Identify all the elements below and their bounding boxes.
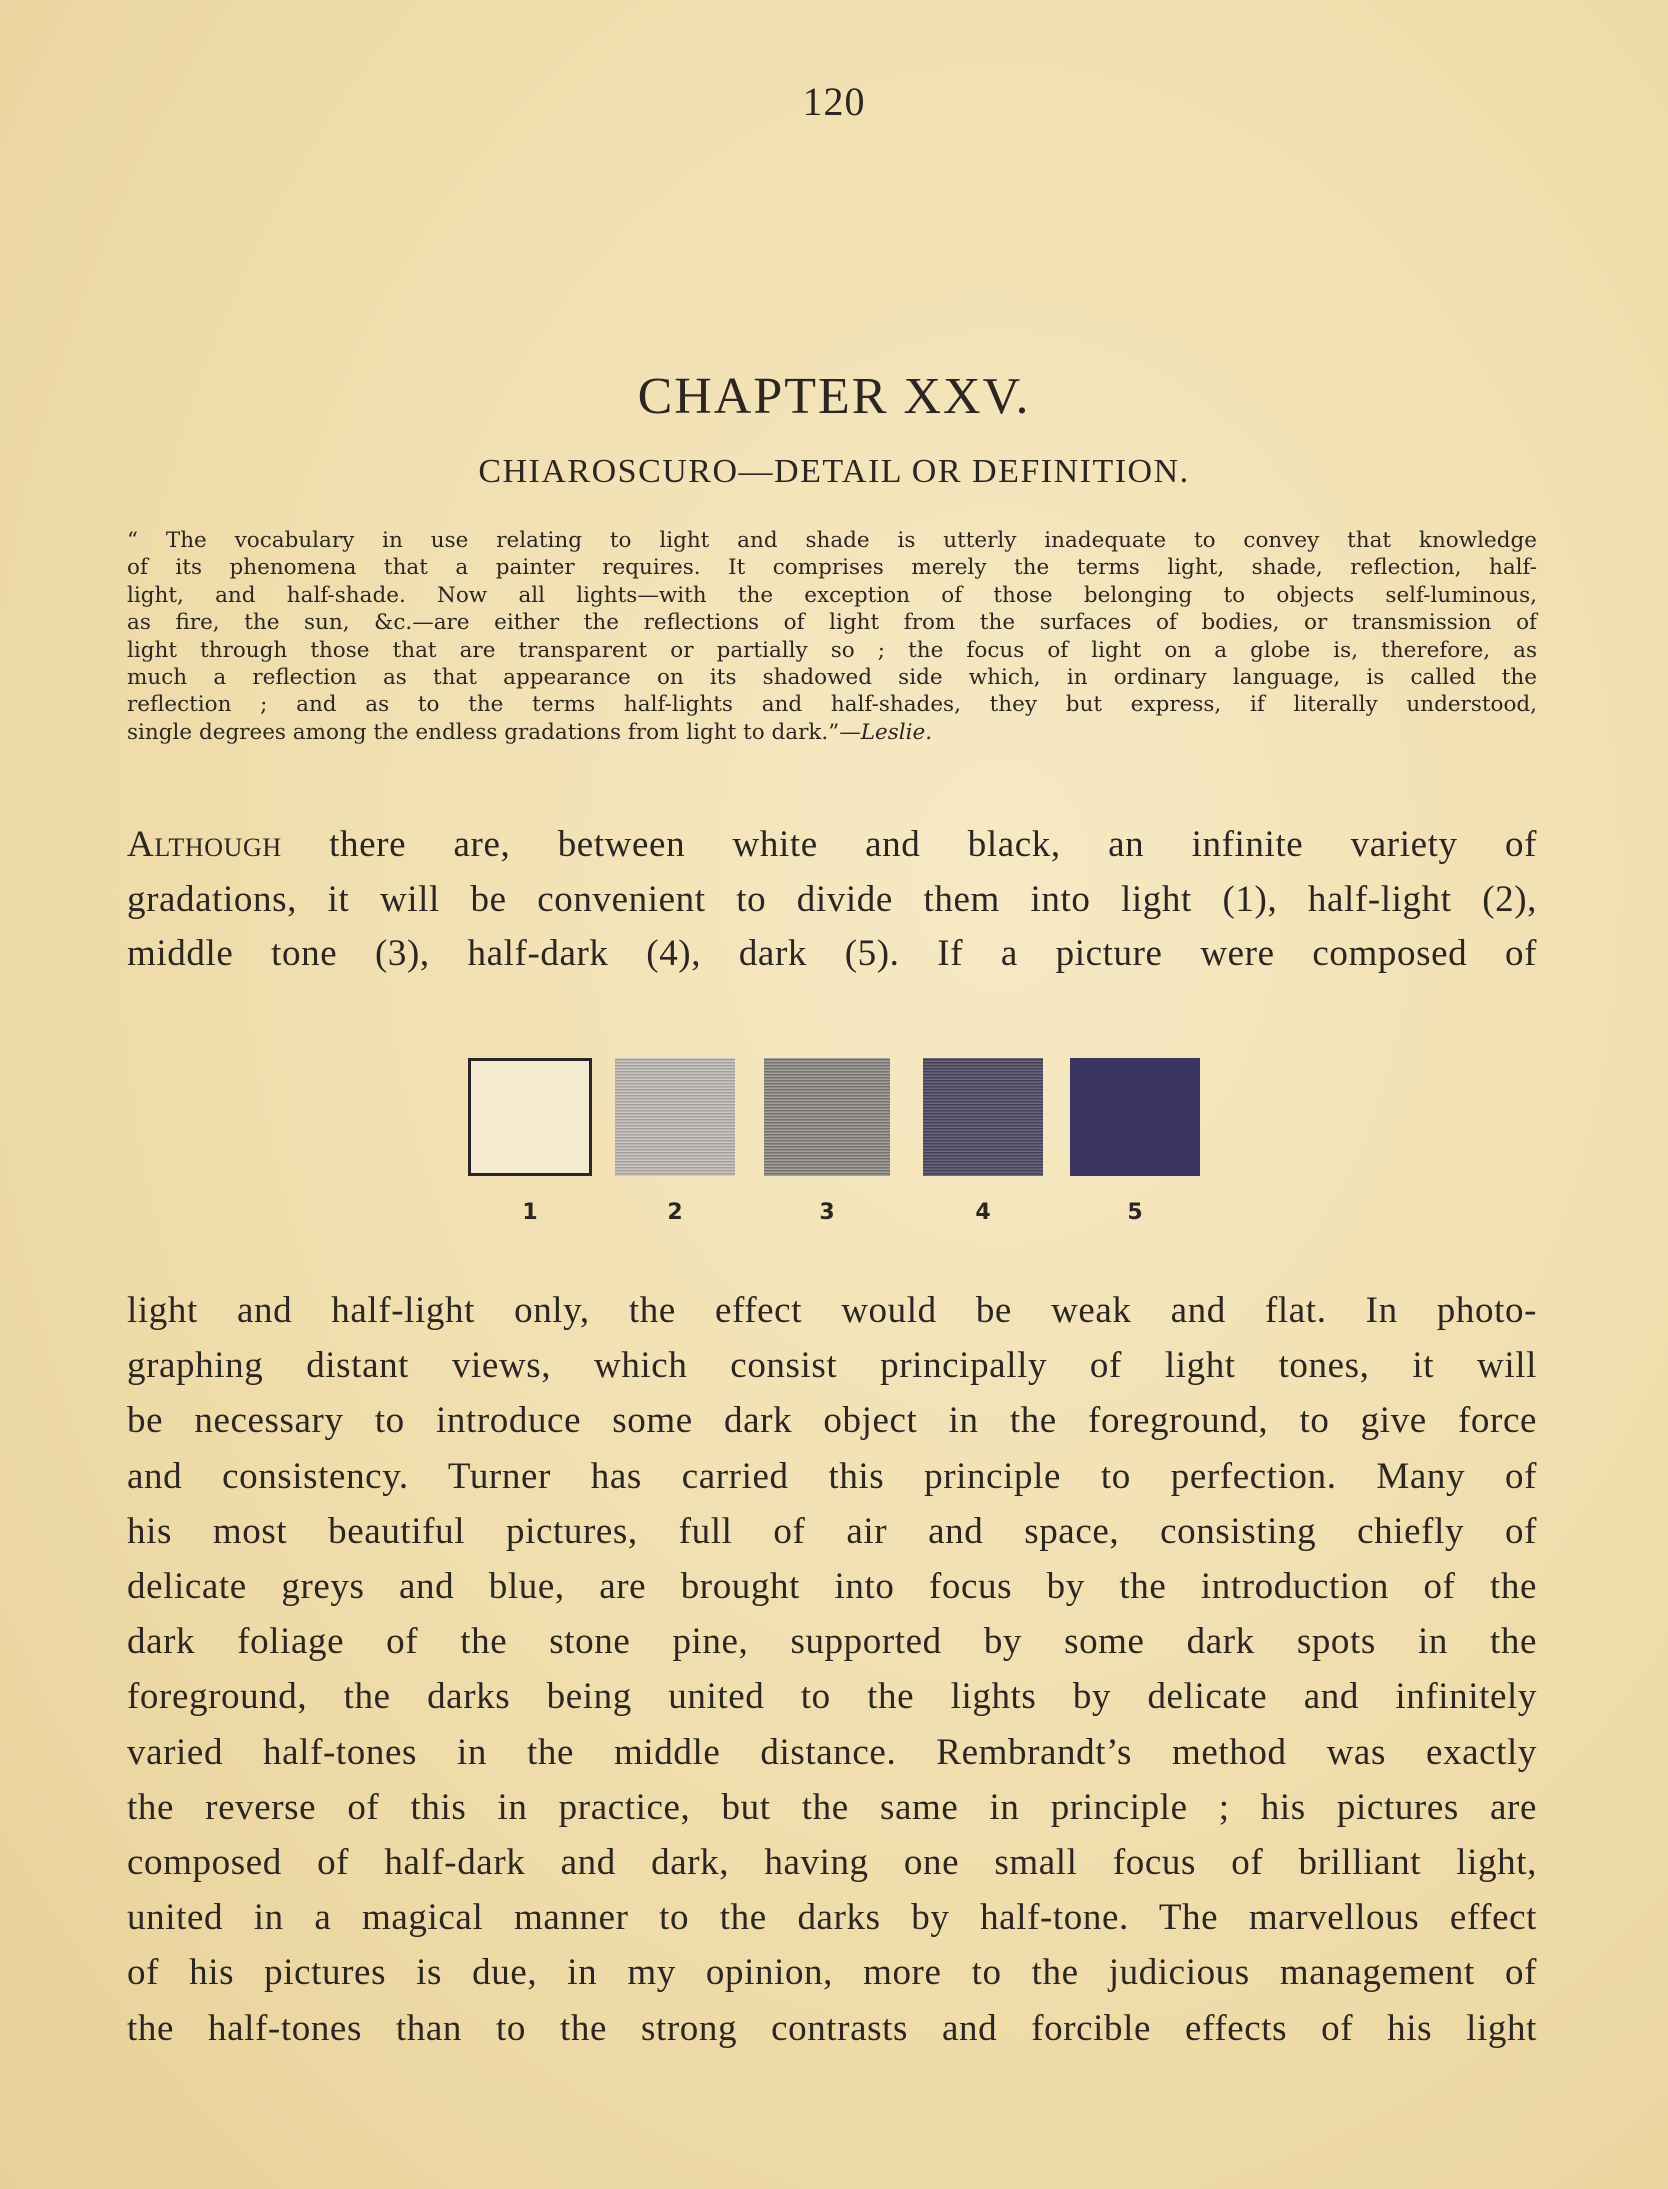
body-line: middle tone (3), half-dark (4), dark (5). If a picture were composed of [127, 933, 1537, 975]
epigraph-line: much a reflection as that appearance on its shadowed side which, in ordinary language, is called the [127, 665, 1537, 691]
body-line: and consistency. Turner has carried this principle to perfection. Many of [127, 1455, 1537, 1497]
tone-label-3: 3 [819, 1200, 835, 1225]
body-line [127, 818, 1537, 873]
tone-label-5: 5 [1127, 1200, 1143, 1225]
body-line: be necessary to introduce some dark object in the foreground, to give force [127, 1400, 1537, 1442]
epigraph-last-line [127, 719, 1537, 746]
body-line: graphing distant views, which consist principally of light tones, it will [127, 1345, 1537, 1387]
body-line: delicate greys and blue, are brought into focus by the introduction of the [127, 1566, 1537, 1608]
body-line: united in a magical manner to the darks by half-tone. The marvellous effect [127, 1897, 1537, 1939]
tone-label-4: 4 [975, 1200, 991, 1225]
body-line: varied half-tones in the middle distance. Rembrandt’s method was exactly [127, 1731, 1537, 1773]
tone-scale-figure [468, 1058, 1200, 1228]
tone-swatch-half-dark [923, 1058, 1043, 1176]
paragraph-intro [127, 818, 1537, 982]
epigraph-line: light, and half-shade. Now all lights—with the exception of those belonging to objects self-luminous, [127, 582, 1537, 608]
body-line: foreground, the darks being united to the lights by delicate and infinitely [127, 1676, 1537, 1718]
body-line: the half-tones than to the strong contrasts and forcible effects of his light [127, 2007, 1537, 2049]
tone-swatch-dark [1070, 1058, 1200, 1176]
epigraph-line: single degrees among the endless gradations from light to dark.”— [127, 719, 861, 745]
body-line: his most beautiful pictures, full of air and space, consisting chiefly of [127, 1510, 1537, 1552]
body-line: the reverse of this in practice, but the same in principle ; his pictures are [127, 1786, 1537, 1828]
page-number: 120 [802, 79, 866, 124]
chapter-title: CHAPTER XXV. [637, 368, 1031, 425]
body-line: gradations, it will be convenient to divide them into light (1), half-light (2), [127, 878, 1537, 920]
body-line: light and half-light only, the effect would be weak and flat. In photo- [127, 1290, 1537, 1331]
tone-swatch-middle-tone [764, 1058, 890, 1176]
body-line: of his pictures is due, in my opinion, more to the judicious management of [127, 1952, 1537, 1994]
body-line-text: there are, between white and black, an infinite variety of [281, 824, 1537, 865]
tone-swatch-light [468, 1058, 592, 1176]
body-line: dark foliage of the stone pine, supported by some dark spots in the [127, 1621, 1537, 1663]
tone-swatch-half-light [615, 1058, 735, 1176]
paragraph-main [127, 1283, 1537, 2056]
epigraph-quote [127, 527, 1537, 746]
tone-label-2: 2 [667, 1200, 683, 1225]
epigraph-line: “ The vocabulary in use relating to light and shade is utterly inadequate to convey that knowledge [127, 528, 1537, 553]
chapter-subtitle: CHIAROSCURO—DETAIL OR DEFINITION. [478, 453, 1190, 490]
body-line: composed of half-dark and dark, having one small focus of brilliant light, [127, 1842, 1537, 1884]
epigraph-line: reflection ; and as to the terms half-lights and half-shades, they but express, if literally understood, [127, 692, 1537, 718]
epigraph-line: of its phenomena that a painter requires. It comprises merely the terms light, shade, reflection, half- [127, 555, 1537, 581]
epigraph-line: light through those that are transparent or partially so ; the focus of light on a globe is, therefore, as [127, 637, 1537, 663]
tone-label-1: 1 [522, 1200, 538, 1225]
opening-word: Although [127, 824, 282, 865]
epigraph-line: as fire, the sun, &c.—are either the reflections of light from the surfaces of bodies, or transmission of [127, 610, 1537, 636]
epigraph-author: Leslie. [860, 719, 933, 745]
